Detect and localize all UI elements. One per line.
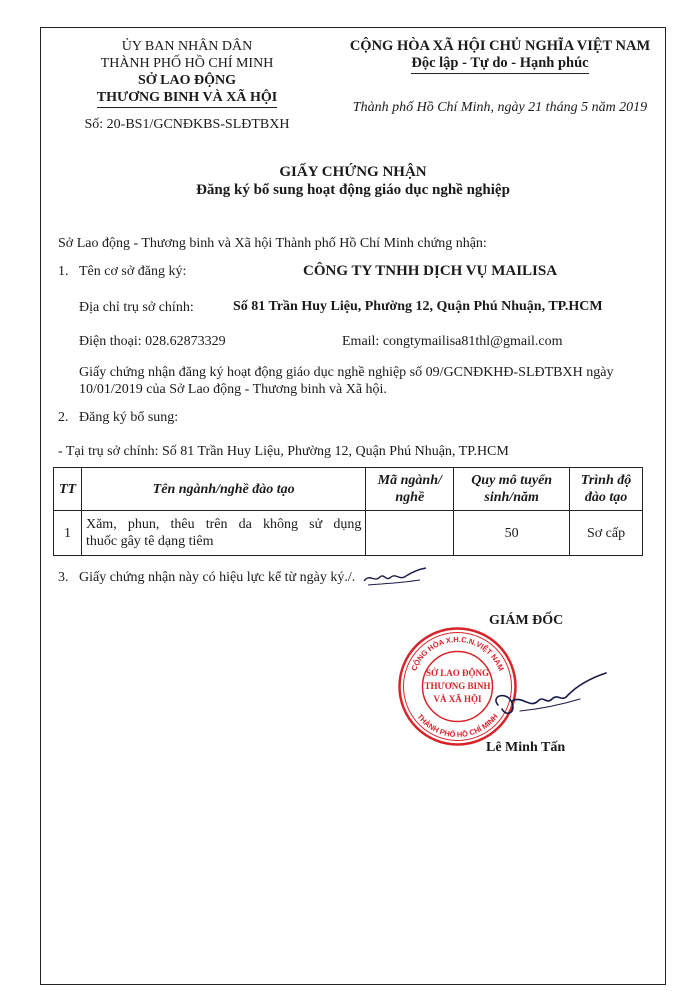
cell-name-line-2: thuốc gây tê dạng tiêm	[85, 534, 214, 549]
header-level	[570, 468, 643, 511]
stamp-center-line-2: THƯƠNG BINH	[424, 681, 491, 691]
issuer-line-1: ỦY BAN NHÂN DÂN	[121, 39, 253, 54]
issuer-line-4-wrap	[42, 89, 332, 108]
signer-name: Lê Minh Tấn	[486, 740, 566, 755]
cell-tt: 1	[54, 511, 82, 556]
signer-title: GIÁM ĐỐC	[489, 613, 564, 628]
validity-text: Giấy chứng nhận này có hiệu lực kể từ ngày ký./.	[79, 570, 356, 585]
section-2-number: 2.	[58, 410, 69, 425]
doc-number: Số: 20-BS1/GCNĐKBS-SLĐTBXH	[84, 117, 290, 132]
motto-wrap	[330, 55, 670, 74]
signature-mark	[480, 665, 610, 735]
cell-name	[81, 511, 365, 556]
section-2-label: Đăng ký bổ sung:	[79, 410, 179, 425]
header-scale	[454, 468, 570, 511]
header-level-line-2: đào tạo	[584, 490, 628, 505]
header-code-line-2: nghề	[395, 490, 425, 505]
header-scale-line-1: Quy mô tuyển	[471, 473, 553, 488]
section-1-number: 1.	[58, 264, 69, 279]
intro-text: Sở Lao động - Thương binh và Xã hội Thành phố Hồ Chí Minh chứng nhận:	[58, 236, 487, 251]
phone: Điện thoại: 028.62873329	[79, 334, 226, 349]
facility-name-label: Tên cơ sở đăng ký:	[79, 264, 187, 279]
address-value: Số 81 Trần Huy Liệu, Phường 12, Quận Phú Nhuận, TP.HCM	[233, 299, 603, 314]
section-2-location: - Tại trụ sở chính: Số 81 Trần Huy Liệu, Phường 12, Quận Phú Nhuận, TP.HCM	[58, 444, 509, 459]
cell-scale: 50	[454, 511, 570, 556]
issuer-line-4: THƯƠNG BINH VÀ XÃ HỘI	[97, 89, 277, 108]
header-name: Tên ngành/nghề đào tạo	[81, 468, 365, 511]
header-scale-line-2: sinh/năm	[484, 490, 539, 505]
table-row	[54, 511, 643, 556]
issue-date: Thành phố Hồ Chí Minh, ngày 21 tháng 5 năm 2019	[352, 100, 648, 115]
cell-code	[366, 511, 454, 556]
national-motto-block	[330, 38, 670, 116]
certificate-ref-line-2: 10/01/2019 của Sở Lao động - Thương binh và Xã hội.	[79, 382, 387, 397]
nation-name: CỘNG HÒA XÃ HỘI CHỦ NGHĨA VIỆT NAM	[349, 38, 651, 54]
stamp-outer-text: CỘNG HÒA X.H.C.N.VIỆT NAM	[409, 634, 506, 673]
stamp-center-line-3: VÀ XÃ HỘI	[433, 694, 482, 704]
email: Email: congtymailisa81thl@gmail.com	[342, 334, 563, 349]
header-level-line-1: Trình độ	[580, 473, 632, 488]
header-tt: TT	[54, 468, 82, 511]
stamp-bottom-text: THÀNH PHỐ HỒ CHÍ MINH	[415, 712, 500, 740]
initial-mark	[360, 567, 428, 589]
doc-subtitle: Đăng ký bổ sung hoạt động giáo dục nghề nghiệp	[196, 182, 510, 198]
address-label: Địa chỉ trụ sở chính:	[79, 300, 194, 315]
motto: Độc lập - Tự do - Hạnh phúc	[411, 55, 588, 74]
certificate-ref-line-1: Giấy chứng nhận đăng ký hoạt động giáo dục nghề nghiệp số 09/GCNĐKHĐ-SLĐTBXH ngày	[79, 365, 614, 380]
cell-name-line-1: Xăm, phun, thêu trên da không sử dụng	[85, 517, 362, 532]
issuer-line-2: THÀNH PHỐ HỒ CHÍ MINH	[100, 56, 274, 71]
issuer-block	[42, 38, 332, 133]
facility-name-value: CÔNG TY TNHH DỊCH VỤ MAILISA	[303, 263, 558, 279]
issuer-line-3: SỞ LAO ĐỘNG	[137, 73, 236, 88]
training-table	[53, 467, 643, 556]
cell-level: Sơ cấp	[570, 511, 643, 556]
section-3-number: 3.	[58, 570, 69, 585]
doc-title: GIẤY CHỨNG NHẬN	[279, 164, 427, 180]
table-header-row	[54, 468, 643, 511]
header-code	[366, 468, 454, 511]
header-code-line-1: Mã ngành/	[377, 473, 442, 488]
stamp-center-line-1: SỞ LAO ĐỘNG	[425, 668, 490, 678]
